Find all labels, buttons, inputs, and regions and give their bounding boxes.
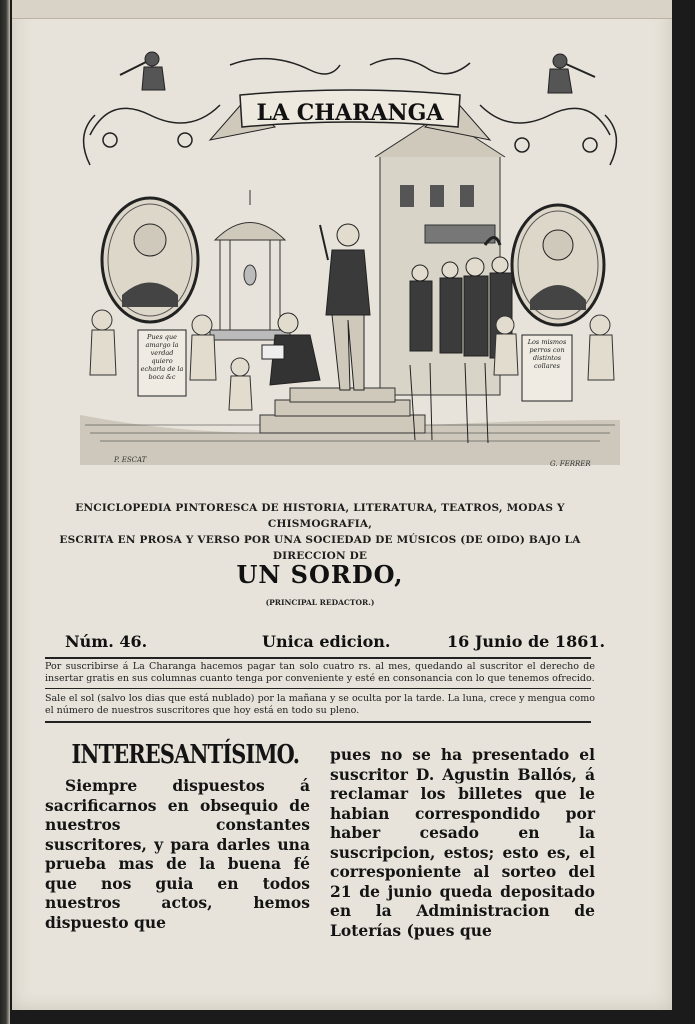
article-col1-text: Siempre dispuestos á sacrificarnos en obsequio de nuestros constantes suscritores, y para darles una prueba mas de la buena fé que nos guia en todos nuestros actos, hemos dispuesto que [45,776,310,932]
issue-line [50,632,606,656]
gazebo-drawing [210,190,290,340]
subtitle-line-3: DIRECCION DE [272,550,368,562]
article-column-2 [330,745,595,940]
subtitle-line-2: ESCRITA EN PROSA Y VERSO POR UNA SOCIEDAD DE MÚSICOS (DE OIDO) BAJO LA [59,534,581,546]
left-portrait-medallion [102,198,198,322]
article-column-1 [45,740,310,932]
editor-role: (PRINCIPAL REDACTOR.) [265,598,375,607]
rule-top [45,657,591,659]
rule-bottom [45,721,591,723]
issue-number: Núm. 46. [65,632,148,651]
book-binding [0,0,10,1024]
engraver-credit-left: P. ESCAT [114,456,147,464]
article-col2-text: pues no se ha presentado el suscritor D. Agustin Ballós, á reclamar los billetes que le habian correspondido por haber cesado en la suscripcion, estos; esto es, el corresponiente al sorteo del 21 de junio queda depositado en la Administracion de Loterías (pues que [330,745,595,940]
left-scroll [138,330,186,396]
banner-title-text: LA CHARANGA [256,100,444,126]
conductor-figure [320,224,370,390]
issue-date: 16 Junio de 1861. [447,632,606,651]
left-monkey-trumpeter [120,52,165,90]
masthead-subtitle [40,500,600,564]
rule-middle [45,688,591,689]
right-scroll [522,335,572,401]
article-title: INTERESANTÍSIMO. [71,740,300,770]
engraver-credit-right: G. FERRER [550,460,591,468]
right-portrait-medallion [512,205,604,325]
issue-edition: Unica edicion. [262,632,391,651]
page-top-edge [12,0,672,19]
weather-notice: Sale el sol (salvo los dias que está nublado) por la mañana y se oculta por la tarde. La luna, crece y mengua como el número de nuestros suscritores que hoy está en todo su pleno. [45,693,595,716]
subtitle-line-1: ENCICLOPEDIA PINTORESCA DE HISTORIA, LITERATURA, TEATROS, MODAS Y CHISMOGRAFIA, [75,502,565,530]
left-scroll-text: Pues que amargo la verdad quiero echarla de la boca &c [140,333,184,381]
seated-writer-figure [262,313,320,385]
right-scroll-text: Los mismos perros con distintos collares [527,338,567,370]
subscription-notice: Por suscribirse á La Charanga hacemos pagar tan solo cuatro rs. al mes, quedando al suscritor el derecho de insertar gratis en sus columnas cuanto tenga por conveniente y esté en consonancia con lo que tenemos ofrecido. [45,661,595,684]
editor-name: UN SORDO, [236,560,404,589]
masthead-illustration [70,45,630,470]
right-monkey-trumpeter [548,54,595,93]
